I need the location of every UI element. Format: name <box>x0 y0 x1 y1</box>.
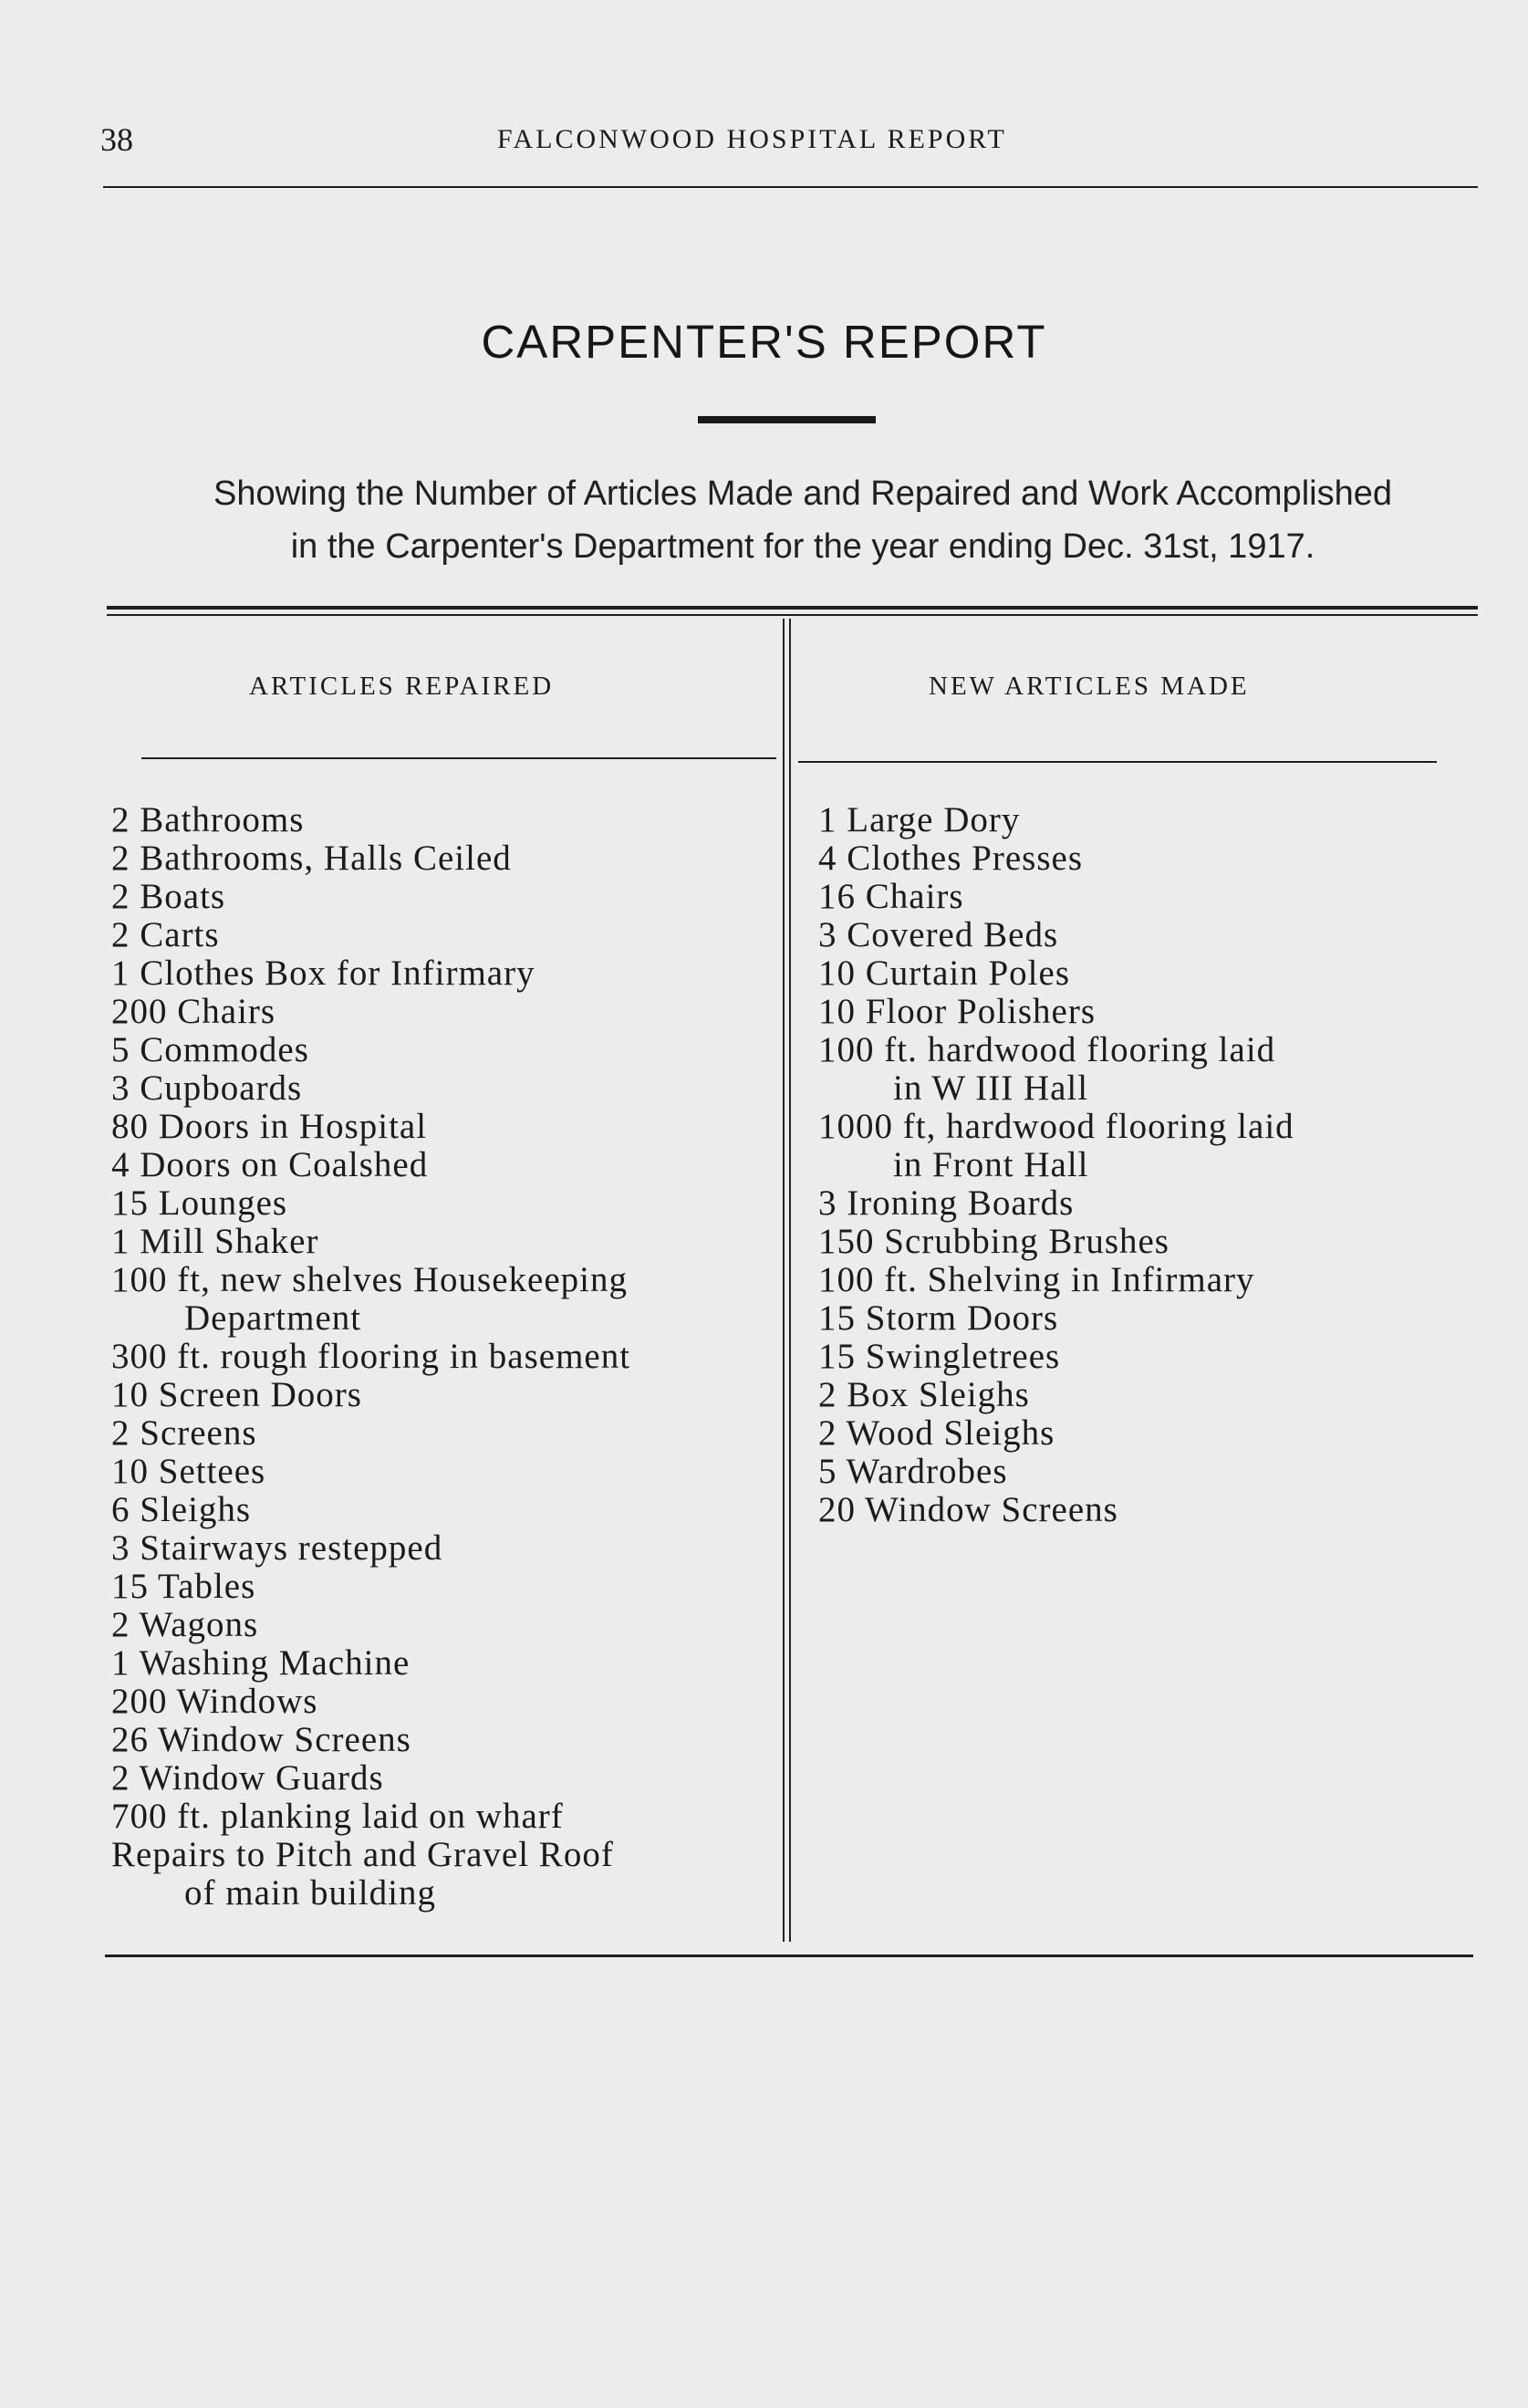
list-item <box>111 1108 630 1146</box>
list-item <box>111 839 630 878</box>
list-item <box>818 839 1294 878</box>
list-item <box>111 1721 630 1759</box>
list-item <box>818 1376 1294 1414</box>
list-item-text: 2 Screens <box>111 1413 257 1453</box>
list-item-text: 700 ft. planking laid on wharf <box>111 1797 564 1836</box>
subtitle-line-1: Showing the Number of Articles Made and Repaired and Work Accomplished <box>213 474 1392 513</box>
list-item <box>111 1338 630 1376</box>
title-bar <box>698 416 876 423</box>
list-item-continuation: in W III Hall <box>893 1068 1089 1108</box>
list-item <box>111 1031 630 1069</box>
list-item-text: 6 Sleighs <box>111 1490 252 1529</box>
list-item <box>818 1453 1294 1491</box>
list-item <box>111 1491 630 1529</box>
list-item-text: 1 Clothes Box for Infirmary <box>111 954 535 993</box>
list-item-text: 200 Chairs <box>111 992 276 1031</box>
list-item-text: 2 Wagons <box>111 1605 259 1644</box>
list-item-text: 1000 ft, hardwood flooring laid <box>818 1107 1294 1146</box>
list-item-text: 15 Tables <box>111 1567 256 1606</box>
list-item-text: 26 Window Screens <box>111 1720 411 1759</box>
list-item <box>818 1184 1294 1223</box>
list-item <box>111 1184 630 1223</box>
list-item-text: 1 Large Dory <box>818 800 1021 839</box>
list-item-text: 10 Settees <box>111 1452 266 1491</box>
list-item-text: 5 Wardrobes <box>818 1452 1008 1491</box>
running-head: FALCONWOOD HOSPITAL REPORT <box>497 124 1007 154</box>
list-item-text: 100 ft. hardwood flooring laid <box>818 1030 1276 1069</box>
list-item <box>818 1414 1294 1453</box>
list-item-text: 4 Doors on Coalshed <box>111 1145 429 1184</box>
list-item-text: 300 ft. rough flooring in basement <box>111 1337 631 1376</box>
list-item-text: 200 Windows <box>111 1682 318 1721</box>
list-item-text: 10 Floor Polishers <box>818 992 1097 1031</box>
list-item-text: 2 Box Sleighs <box>818 1375 1030 1414</box>
made-header: NEW ARTICLES MADE <box>929 672 1250 701</box>
list-item-text: 4 Clothes Presses <box>818 839 1083 878</box>
list-item <box>111 1376 630 1414</box>
list-item-text: 2 Bathrooms, Halls Ceiled <box>111 839 512 878</box>
report-title: CARPENTER'S REPORT <box>481 316 1047 368</box>
list-item <box>111 1223 630 1261</box>
list-item <box>818 954 1294 993</box>
table-bottom-rule <box>105 1955 1473 1957</box>
repaired-header: ARTICLES REPAIRED <box>249 672 555 701</box>
list-item <box>111 916 630 954</box>
list-item <box>111 1836 630 1913</box>
list-item-text: 1 Mill Shaker <box>111 1222 319 1261</box>
list-item-text: 150 Scrubbing Brushes <box>818 1222 1169 1261</box>
list-item-text: 15 Lounges <box>111 1183 288 1223</box>
list-item-text: Repairs to Pitch and Gravel Roof <box>111 1835 614 1874</box>
list-item-continuation: of main building <box>184 1873 436 1913</box>
list-item <box>111 1146 630 1184</box>
list-item <box>818 1338 1294 1376</box>
list-item-text: 80 Doors in Hospital <box>111 1107 428 1146</box>
list-item-continuation: in Front Hall <box>893 1145 1089 1184</box>
list-item <box>111 1261 630 1338</box>
list-item <box>818 1491 1294 1529</box>
list-item <box>111 954 630 993</box>
right-header-rule <box>798 761 1437 763</box>
list-item <box>111 1069 630 1108</box>
list-item-text: 20 Window Screens <box>818 1490 1118 1529</box>
list-item <box>818 878 1294 916</box>
list-item-continuation: Department <box>184 1298 362 1338</box>
list-item-text: 3 Covered Beds <box>818 915 1059 954</box>
list-item <box>111 1683 630 1721</box>
list-item-text: 3 Stairways restepped <box>111 1528 443 1568</box>
list-item-text: 100 ft, new shelves Housekeeping <box>111 1260 628 1299</box>
list-item <box>111 1798 630 1836</box>
list-item-text: 2 Window Guards <box>111 1758 384 1798</box>
column-divider <box>783 619 785 1942</box>
list-item <box>111 1606 630 1644</box>
list-item <box>111 1644 630 1683</box>
list-item <box>111 1414 630 1453</box>
list-item <box>818 1261 1294 1299</box>
list-item-text: 15 Storm Doors <box>818 1298 1059 1338</box>
list-item <box>111 1453 630 1491</box>
list-item-text: 16 Chairs <box>818 877 964 916</box>
list-item <box>818 993 1294 1031</box>
made-list <box>818 801 1294 1529</box>
list-item <box>111 1529 630 1568</box>
report-subtitle <box>0 467 1528 573</box>
list-item-text: 10 Curtain Poles <box>818 954 1070 993</box>
header-rule <box>103 186 1478 188</box>
list-item-text: 2 Boats <box>111 877 226 916</box>
list-item-text: 2 Carts <box>111 915 220 954</box>
list-item-text: 3 Ironing Boards <box>818 1183 1075 1223</box>
list-item <box>818 1299 1294 1338</box>
list-item-text: 5 Commodes <box>111 1030 309 1069</box>
list-item-text: 1 Washing Machine <box>111 1643 411 1683</box>
list-item-text: 2 Bathrooms <box>111 800 305 839</box>
table-top-rule-thin <box>107 614 1478 616</box>
list-item <box>111 993 630 1031</box>
list-item-text: 100 ft. Shelving in Infirmary <box>818 1260 1255 1299</box>
list-item <box>818 1031 1294 1108</box>
column-divider-2 <box>789 619 791 1942</box>
list-item <box>111 801 630 839</box>
list-item-text: 10 Screen Doors <box>111 1375 362 1414</box>
list-item-text: 15 Swingletrees <box>818 1337 1061 1376</box>
list-item <box>111 1568 630 1606</box>
list-item <box>818 1223 1294 1261</box>
list-item <box>111 878 630 916</box>
subtitle-line-2: in the Carpenter's Department for the year ending Dec. 31st, 1917. <box>290 527 1315 566</box>
left-header-rule <box>141 757 776 759</box>
table-top-rule <box>107 606 1478 610</box>
list-item <box>111 1759 630 1798</box>
list-item <box>818 1108 1294 1184</box>
list-item-text: 3 Cupboards <box>111 1068 303 1108</box>
page-number: 38 <box>100 121 133 158</box>
repaired-list <box>111 801 630 1913</box>
list-item <box>818 916 1294 954</box>
list-item-text: 2 Wood Sleighs <box>818 1413 1055 1453</box>
list-item <box>818 801 1294 839</box>
